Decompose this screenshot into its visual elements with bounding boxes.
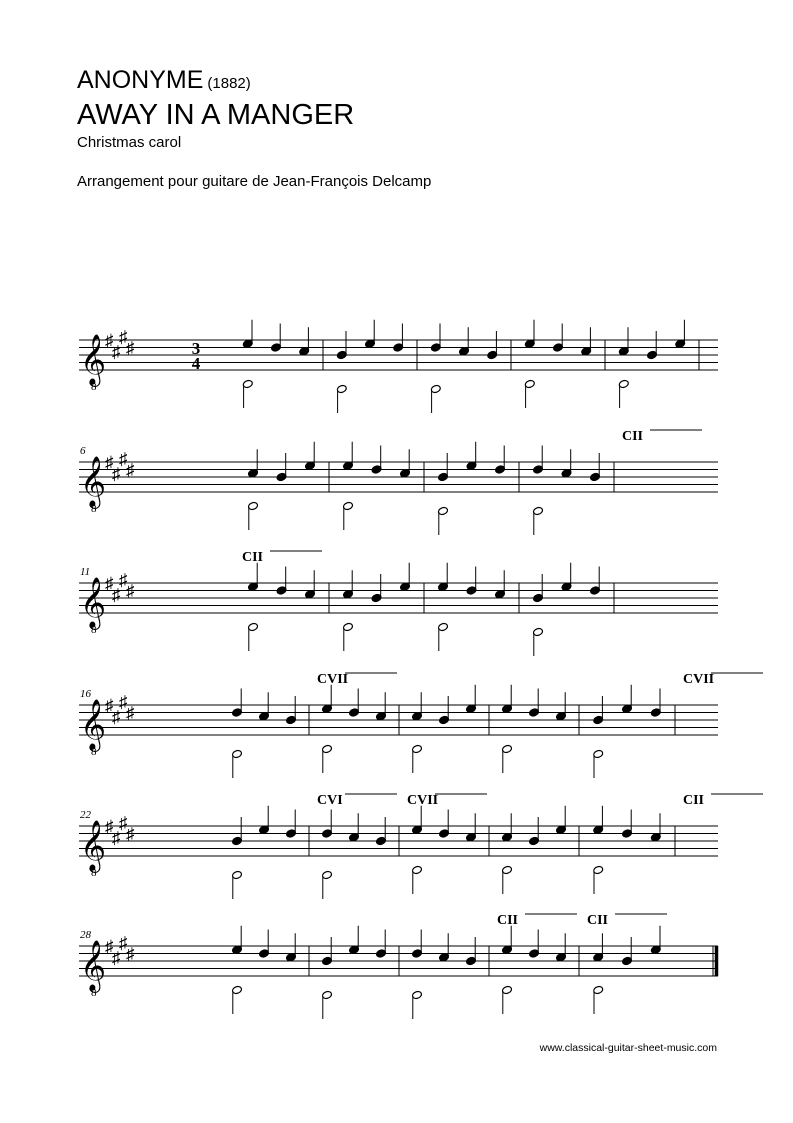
barre-marking: CII	[622, 429, 644, 444]
treble-clef: 𝄞	[80, 941, 107, 990]
clef-octave-mark: 8	[91, 503, 97, 515]
time-sig-numerator: 3	[191, 339, 201, 358]
measure-number: 28	[80, 929, 91, 941]
sharp-sign: ♯	[119, 570, 128, 590]
clef-octave-mark: 8	[91, 746, 97, 758]
barre-marking: CVII	[407, 793, 439, 808]
sharp-sign: ♯	[119, 933, 128, 953]
sharp-sign: ♯	[119, 449, 128, 469]
clef-octave-mark: 8	[91, 381, 97, 393]
clef-octave-mark: 8	[91, 624, 97, 636]
treble-clef: 𝄞	[80, 457, 107, 506]
sharp-sign: ♯	[112, 342, 121, 362]
barre-marking: CII	[497, 913, 519, 928]
sharp-sign: ♯	[126, 824, 135, 844]
sharp-sign: ♯	[112, 464, 121, 484]
sharp-sign: ♯	[126, 460, 135, 480]
sharp-sign: ♯	[126, 581, 135, 601]
barre-marking: CVII	[683, 672, 715, 687]
sharp-sign: ♯	[105, 937, 114, 956]
sharp-sign: ♯	[112, 828, 121, 848]
sharp-sign: ♯	[112, 707, 121, 727]
treble-clef: 𝄞	[80, 335, 107, 384]
barre-marking: CII	[242, 550, 264, 565]
sharp-sign: ♯	[105, 696, 114, 715]
sharp-sign: ♯	[119, 327, 128, 347]
time-sig-denominator: 4	[191, 354, 201, 373]
website-url[interactable]: www.classical-guitar-sheet-music.com	[539, 1042, 717, 1054]
sharp-sign: ♯	[119, 692, 128, 712]
piece-title: AWAY IN A MANGER	[77, 99, 355, 131]
treble-clef: 𝄞	[80, 700, 107, 749]
sharp-sign: ♯	[126, 703, 135, 723]
sharp-sign: ♯	[105, 574, 114, 593]
barre-marking: CII	[587, 913, 609, 928]
piece-subtitle: Christmas carol	[77, 134, 182, 151]
sharp-sign: ♯	[126, 338, 135, 358]
sharp-sign: ♯	[105, 817, 114, 836]
barre-marking: CVII	[317, 672, 349, 687]
clef-octave-mark: 8	[91, 867, 97, 879]
treble-clef: 𝄞	[80, 821, 107, 870]
barre-marking: CVI	[317, 793, 343, 808]
measure-number: 6	[80, 445, 86, 457]
sharp-sign: ♯	[126, 944, 135, 964]
sharp-sign: ♯	[112, 585, 121, 605]
treble-clef: 𝄞	[80, 578, 107, 627]
barre-marking: CII	[683, 793, 705, 808]
sharp-sign: ♯	[119, 813, 128, 833]
measure-number: 22	[80, 809, 91, 821]
sharp-sign: ♯	[105, 331, 114, 350]
clef-octave-mark: 8	[91, 987, 97, 999]
composition-year: (1882)	[207, 75, 251, 92]
arranger-credit: Arrangement pour guitare de Jean-François Delcamp	[77, 173, 432, 190]
sharp-sign: ♯	[112, 948, 121, 968]
measure-number: 16	[80, 688, 91, 700]
sharp-sign: ♯	[105, 453, 114, 472]
composer-text: ANONYME	[77, 66, 204, 94]
measure-number: 11	[80, 566, 91, 578]
